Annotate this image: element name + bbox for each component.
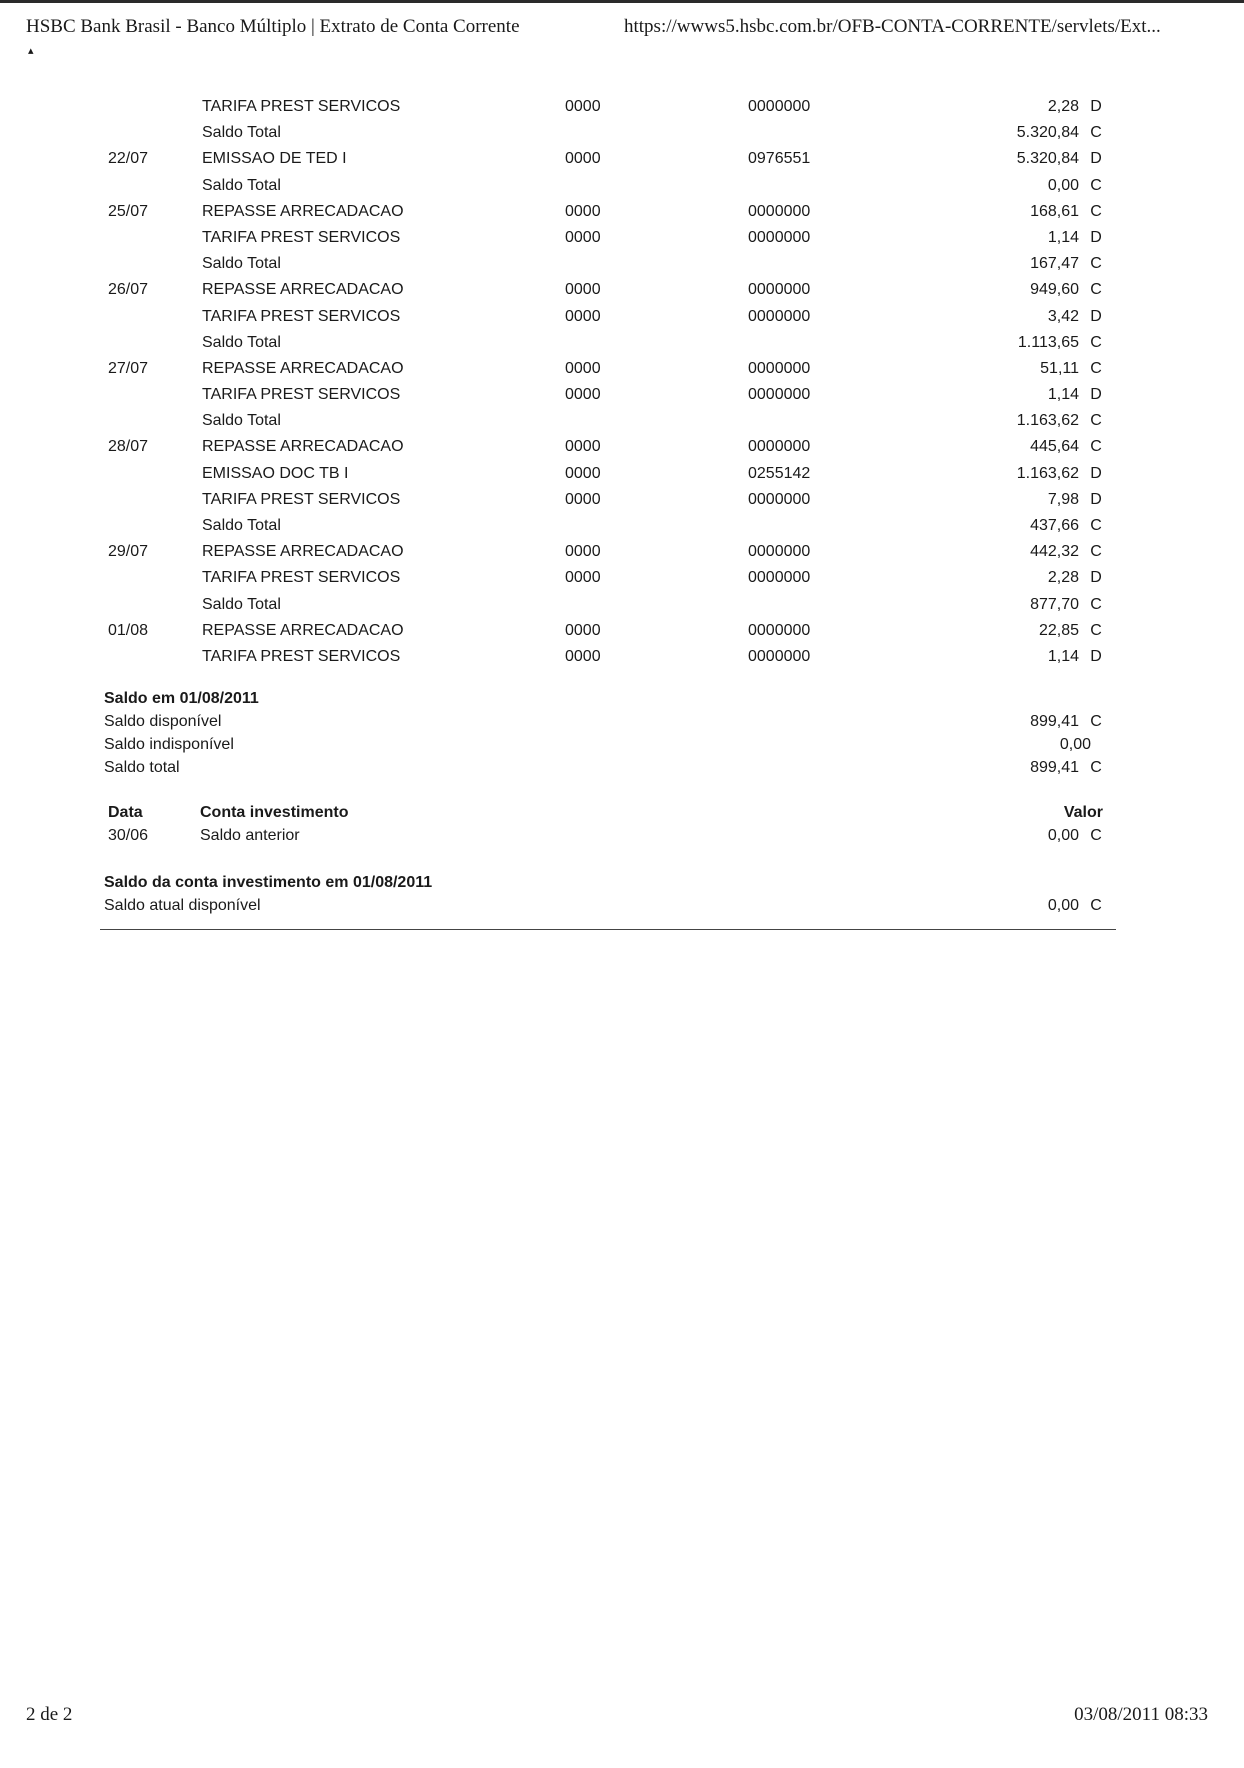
table-row (100, 96, 1115, 122)
transaction-value: 5.320,84 (1016, 124, 1079, 142)
transaction-dc: C (1090, 359, 1102, 377)
transaction-history: TARIFA PREST SERVICOS (202, 569, 401, 587)
transaction-document: 0000000 (748, 98, 811, 115)
investment-table (104, 804, 1115, 850)
transaction-document: 0000000 (748, 307, 811, 325)
transaction-dc: C (1090, 412, 1102, 430)
investment-balance (104, 874, 1115, 920)
transaction-agency: 0000 (565, 464, 601, 482)
table-row (100, 358, 1115, 384)
table-row (100, 410, 1115, 436)
table-row (100, 594, 1115, 620)
available-balance-value: 899,41 (1030, 713, 1079, 730)
transaction-date: 29/07 (108, 543, 149, 561)
total-balance-dc: C (1090, 759, 1102, 776)
transaction-document: 0000000 (748, 490, 811, 508)
table-row (100, 227, 1115, 253)
transaction-dc: C (1090, 281, 1102, 299)
print-timestamp: 03/08/2011 08:33 (1074, 1704, 1208, 1725)
table-row (100, 384, 1115, 410)
transaction-value: 1.163,62 (1016, 412, 1079, 430)
transaction-history: Saldo Total (202, 333, 281, 351)
transaction-value: 7,98 (1047, 490, 1079, 508)
transaction-document: 0000000 (748, 359, 811, 377)
transaction-value: 949,60 (1030, 281, 1079, 299)
transaction-history: EMISSAO DOC TB I (202, 464, 349, 482)
table-row (100, 279, 1115, 305)
table-row (100, 515, 1115, 541)
transaction-history: Saldo Total (202, 595, 281, 613)
transaction-history: REPASSE ARRECADACAO (202, 543, 404, 561)
table-row (100, 463, 1115, 489)
transaction-agency: 0000 (565, 150, 601, 168)
total-balance-label: Saldo total (104, 759, 180, 776)
transaction-dc: C (1090, 124, 1102, 142)
table-row (100, 436, 1115, 462)
transaction-value: 2,28 (1047, 569, 1079, 587)
transaction-dc: C (1090, 255, 1102, 273)
transaction-value: 445,64 (1030, 438, 1079, 456)
transaction-dc: D (1090, 386, 1102, 404)
table-row (100, 201, 1115, 227)
transaction-dc: C (1090, 543, 1102, 561)
investment-header-row (104, 804, 1115, 827)
page-number: 2 de 2 (26, 1704, 73, 1725)
table-row (100, 646, 1115, 672)
balance-heading: Saldo em 01/08/2011 (104, 690, 259, 707)
investment-col-account: Conta investimento (200, 804, 349, 821)
table-row (100, 148, 1115, 174)
transaction-history: Saldo Total (202, 517, 281, 534)
transaction-document: 0000000 (748, 228, 811, 246)
investment-col-date: Data (108, 804, 143, 821)
transaction-history: TARIFA PREST SERVICOS (202, 98, 401, 115)
transaction-dc: D (1090, 228, 1102, 246)
transaction-dc: C (1090, 438, 1102, 456)
transaction-dc: D (1090, 98, 1102, 115)
transaction-dc: C (1090, 333, 1102, 351)
page-url: https://wwws5.hsbc.com.br/OFB-CONTA-CORRENTE/servlets/Ext... (624, 16, 1161, 37)
transaction-agency: 0000 (565, 569, 601, 587)
investment-current-dc: C (1090, 897, 1102, 914)
transaction-history: REPASSE ARRECADACAO (202, 359, 404, 377)
transaction-document: 0000000 (748, 438, 811, 456)
transaction-document: 0000000 (748, 281, 811, 299)
transaction-dc: D (1090, 647, 1102, 665)
transaction-dc: C (1090, 595, 1102, 613)
divider (100, 929, 1116, 930)
transaction-document: 0000000 (748, 569, 811, 587)
transaction-date: 27/07 (108, 359, 149, 377)
transaction-history: Saldo Total (202, 124, 281, 142)
transaction-agency: 0000 (565, 98, 601, 115)
transaction-history: REPASSE ARRECADACAO (202, 438, 404, 456)
transaction-dc: D (1090, 464, 1102, 482)
investment-row-dc: C (1090, 827, 1102, 844)
available-balance-dc: C (1090, 713, 1102, 730)
transaction-dc: D (1090, 490, 1102, 508)
transaction-history: REPASSE ARRECADACAO (202, 202, 404, 220)
transaction-agency: 0000 (565, 359, 601, 377)
transaction-dc: D (1090, 307, 1102, 325)
unavailable-balance-label: Saldo indisponível (104, 736, 234, 753)
transaction-document: 0000000 (748, 386, 811, 404)
transaction-agency: 0000 (565, 543, 601, 561)
transaction-history: REPASSE ARRECADACAO (202, 281, 404, 299)
transaction-value: 442,32 (1030, 543, 1079, 561)
transaction-value: 22,85 (1038, 621, 1079, 639)
transaction-agency: 0000 (565, 490, 601, 508)
balance-summary (104, 690, 1115, 782)
transaction-date: 26/07 (108, 281, 149, 299)
investment-current-label: Saldo atual disponível (104, 897, 261, 914)
transaction-history: REPASSE ARRECADACAO (202, 621, 404, 639)
transaction-value: 877,70 (1030, 595, 1079, 613)
transaction-dc: D (1090, 150, 1102, 168)
table-row (100, 122, 1115, 148)
investment-balance-heading: Saldo da conta investimento em 01/08/2011 (104, 874, 433, 891)
investment-balance-heading-row (104, 874, 1115, 897)
table-row (100, 489, 1115, 515)
total-balance-value: 899,41 (1030, 759, 1079, 776)
transaction-agency: 0000 (565, 202, 601, 220)
scan-mark: ▴ (28, 45, 34, 57)
investment-row (104, 827, 1115, 850)
transaction-value: 0,00 (1047, 176, 1079, 194)
transaction-document: 0000000 (748, 621, 811, 639)
table-row (100, 306, 1115, 332)
transaction-history: EMISSAO DE TED I (202, 150, 347, 168)
transactions-table (100, 96, 1115, 672)
transaction-value: 51,11 (1040, 359, 1079, 377)
transaction-dc: C (1090, 621, 1102, 639)
transaction-dc: C (1090, 176, 1102, 194)
transaction-agency: 0000 (565, 438, 601, 456)
transaction-history: TARIFA PREST SERVICOS (202, 490, 401, 508)
table-row (100, 620, 1115, 646)
investment-row-value: 0,00 (1047, 827, 1079, 844)
investment-row-date: 30/06 (108, 827, 149, 844)
transaction-value: 3,42 (1047, 307, 1079, 325)
investment-col-value: Valor (1063, 804, 1103, 821)
table-row (100, 175, 1115, 201)
transaction-agency: 0000 (565, 621, 601, 639)
transaction-agency: 0000 (565, 307, 601, 325)
transaction-history: Saldo Total (202, 255, 281, 273)
transaction-value: 1,14 (1047, 386, 1079, 404)
transaction-value: 5.320,84 (1016, 150, 1079, 168)
transaction-agency: 0000 (565, 281, 601, 299)
investment-row-desc: Saldo anterior (200, 827, 300, 844)
transaction-value: 167,47 (1030, 255, 1079, 273)
investment-current-row (104, 897, 1115, 920)
table-row (100, 541, 1115, 567)
transaction-history: Saldo Total (202, 176, 281, 194)
unavailable-balance-value: 0,00 (1059, 736, 1091, 753)
investment-current-value: 0,00 (1047, 897, 1079, 914)
table-row (100, 253, 1115, 279)
transaction-value: 1.113,65 (1017, 333, 1079, 351)
transaction-dc: D (1090, 569, 1102, 587)
transaction-document: 0000000 (748, 647, 811, 665)
available-balance-row (104, 713, 1115, 736)
transaction-date: 01/08 (108, 621, 149, 639)
table-row (100, 567, 1115, 593)
transaction-value: 168,61 (1030, 202, 1079, 220)
unavailable-balance-row (104, 736, 1115, 759)
transaction-date: 25/07 (108, 202, 149, 220)
transaction-value: 1,14 (1047, 228, 1079, 246)
transaction-document: 0976551 (748, 150, 811, 168)
transaction-history: TARIFA PREST SERVICOS (202, 228, 401, 246)
transaction-value: 1.163,62 (1016, 464, 1079, 482)
transaction-dc: C (1090, 202, 1102, 220)
transaction-dc: C (1090, 517, 1102, 534)
transaction-value: 437,66 (1030, 517, 1079, 534)
transaction-history: Saldo Total (202, 412, 281, 430)
transaction-document: 0255142 (748, 464, 811, 482)
transaction-date: 22/07 (108, 150, 149, 168)
transaction-history: TARIFA PREST SERVICOS (202, 647, 401, 665)
transaction-agency: 0000 (565, 386, 601, 404)
page-title: HSBC Bank Brasil - Banco Múltiplo | Extrato de Conta Corrente (26, 16, 520, 37)
available-balance-label: Saldo disponível (104, 713, 222, 730)
transaction-value: 2,28 (1047, 98, 1079, 115)
transaction-value: 1,14 (1047, 647, 1079, 665)
transaction-history: TARIFA PREST SERVICOS (202, 307, 401, 325)
balance-heading-row (104, 690, 1115, 713)
transaction-document: 0000000 (748, 543, 811, 561)
transaction-date: 28/07 (108, 438, 149, 456)
transaction-agency: 0000 (565, 228, 601, 246)
table-row (100, 332, 1115, 358)
total-balance-row (104, 759, 1115, 782)
transaction-history: TARIFA PREST SERVICOS (202, 386, 401, 404)
transaction-document: 0000000 (748, 202, 811, 220)
transaction-agency: 0000 (565, 647, 601, 665)
